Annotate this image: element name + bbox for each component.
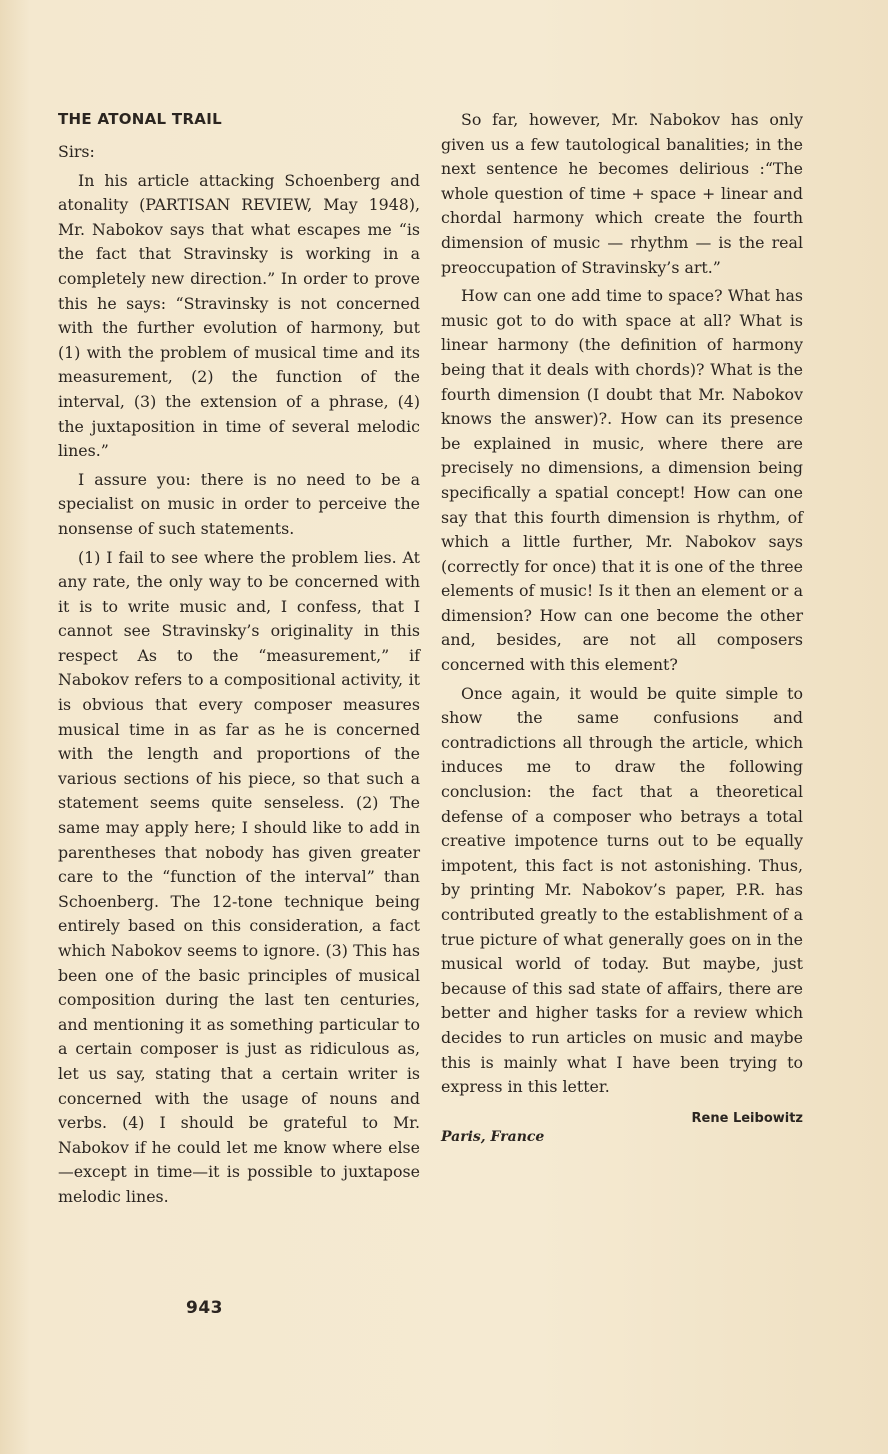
paragraph: How can one add time to space? What has music got to do with space at all? What is linear harmony (the definition of harmony being that it deals with chords)? What is the fourth dimension (I doubt that Mr. Nabokov knows the answer)?. How can its presence be explained in music, where there are precisely no dimensions, a dimension being specifically a spatial concept! How can one say that this fourth dimension is rhythm, of which a little further, Mr. Nabokov says (correctly for once) that it is one of the three elements of music! Is it then an element or a dimension? How can one become the other and, besides, are not all composers concerned with this element?	[441, 286, 803, 675]
paragraph: (1) I fail to see where the problem lies. At any rate, the only way to be concerned with it is to write music and, I confess, that I cannot see Stravinsky’s originality in this respect As to the “measurement,” if Nabokov refers to a compositional activity, it is obvious that every composer measures musical time in as far as he is concerned with the length and proportions of the various sections of his piece, so that such a statement seems quite senseless. (2) The same may apply here; I should like to add in parentheses that nobody has given greater care to the “function of the interval” than Schoenberg. The 12-tone technique being entirely based on this consideration, a fact which Nabokov seems to ignore. (3) This has been one of the basic principles of musical composition during the last ten centuries, and mentioning it as something particular to a certain composer is just as ridiculous as, let us say, stating that a certain writer is concerned with the usage of nouns and verbs. (4) I should be grateful to Mr. Nabokov if he could let me know where else—except in time—it is possible to juxtapose melodic lines.	[58, 547, 420, 1206]
signature-place: Paris, France	[441, 1128, 545, 1145]
left-column	[58, 108, 420, 1214]
page-number: 943	[186, 1298, 223, 1318]
paragraph: I assure you: there is no need to be a specialist on music in order to perceive the nonsense of such statements.	[58, 469, 420, 538]
signature-name: Rene Leibowitz	[691, 1110, 803, 1126]
article-heading: THE ATONAL TRAIL	[58, 110, 222, 128]
paragraph: Once again, it would be quite simple to show the same confusions and contradictions all through the article, which induces me to draw the following conclusion: the fact that a theoretical defense of a composer who betrays a total creative impotence turns out to be equally impotent, this fact is not astonishing. Thus, by printing Mr. Nabokov’s paper, P.R. has contributed greatly to the establishment of a true picture of what generally goes on in the musical world of today. But maybe, just because of this sad state of affairs, there are better and higher tasks for a review which decides to run articles on music and maybe this is mainly what I have been trying to express in this letter.	[441, 683, 803, 1097]
paragraph: In his article attacking Schoenberg and atonality (PARTISAN REVIEW, May 1948), Mr. Nabokov says that what escapes me “is the fact that Stravinsky is working in a completely new direction.” In order to prove this he says: “Stravinsky is not concerned with the further evolution of harmony, but (1) with the problem of musical time and its measurement, (2) the function of the interval, (3) the extension of a phrase, (4) the juxtaposition in time of several melodic lines.”	[58, 170, 420, 461]
salutation: Sirs:	[58, 142, 95, 161]
right-column	[441, 108, 803, 1146]
paragraph: So far, however, Mr. Nabokov has only given us a few tautological banalities; in the next sentence he becomes delirious :“The whole question of time + space + linear and chordal harmony which create the fourth dimension of music — rhythm — is the real preoccupation of Stravinsky’s art.”	[441, 110, 803, 277]
